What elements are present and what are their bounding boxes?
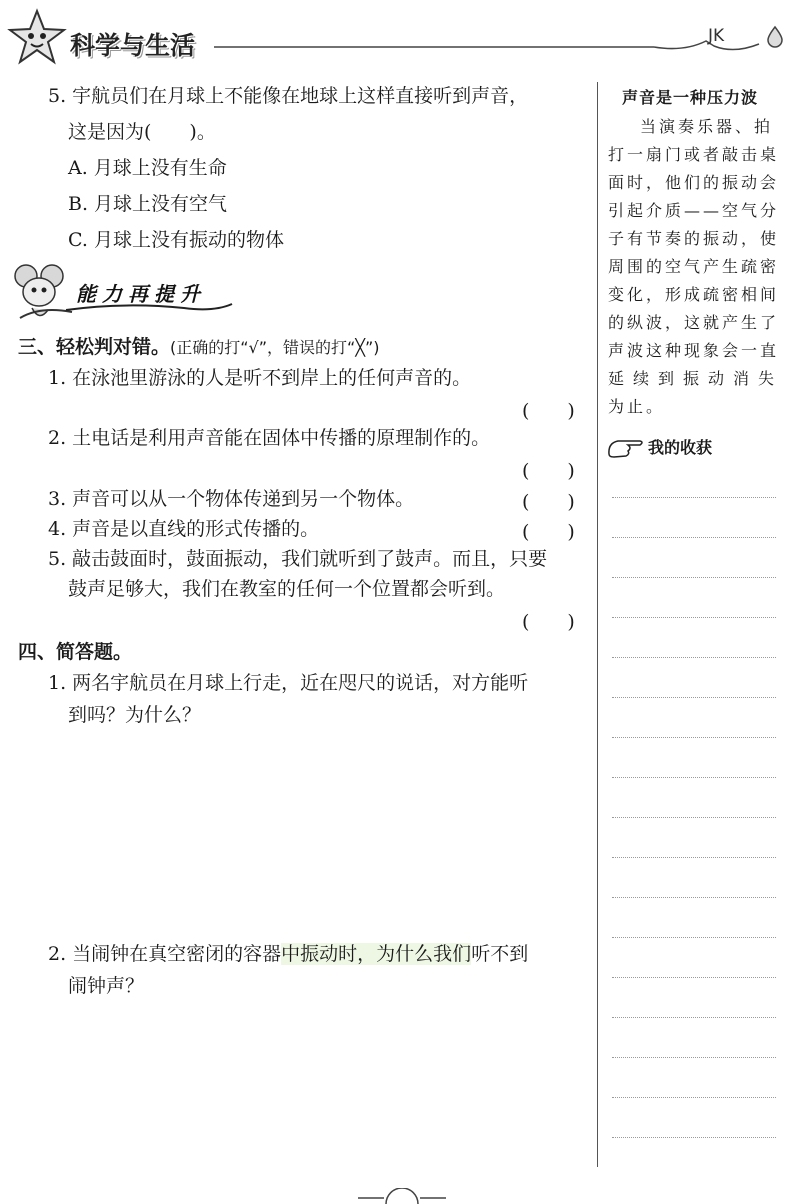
sidebar-text-line3: 面时，他们的振动会 [608, 173, 780, 192]
judge-item-2: 2. 土电话是利用声音能在固体中传播的原理制作的。 [48, 427, 491, 449]
q5-stem-line1: 5. 宇航员们在月球上不能像在地球上这样直接听到声音， [48, 85, 529, 107]
q5-option-c: C. 月球上没有振动的物体 [68, 229, 284, 251]
note-line [612, 897, 776, 898]
drop-icon [762, 24, 788, 50]
sidebar-text-line2: 打一扇门或者敲击桌 [608, 145, 780, 164]
sidebar-text-line6: 周围的空气产生疏密 [608, 257, 780, 276]
note-line [612, 737, 776, 738]
header-title: 科学与生活 [70, 31, 196, 60]
sidebar-text-line11: 为止。 [608, 397, 666, 416]
pointing-hand-icon [606, 434, 646, 460]
sidebar-text-line8: 的纵波，这就产生了 [608, 313, 780, 332]
judge-item-5-line1: 5. 敲击鼓面时，鼓面振动，我们就听到了鼓声。而且，只要 [48, 548, 548, 570]
sidebar-text-line9: 声波这种现象会一直 [608, 341, 780, 360]
q2-text-highlighted: 中振动时，为什么我们 [281, 943, 472, 965]
judge-answer-4[interactable]: ( ) [522, 521, 575, 543]
judge-answer-2[interactable]: ( ) [522, 460, 575, 482]
judge-answer-5[interactable]: ( ) [522, 611, 575, 633]
note-line [612, 537, 776, 538]
short-answer-q2-line1 [48, 942, 528, 966]
note-line [612, 777, 776, 778]
q5-option-a: A. 月球上没有生命 [68, 157, 227, 179]
sidebar-divider [597, 82, 598, 1167]
q5-stem-line2: 这是因为( )。 [68, 121, 216, 143]
note-line [612, 857, 776, 858]
judge-item-1: 1. 在泳池里游泳的人是听不到岸上的任何声音的。 [48, 367, 472, 389]
judge-item-5-line2: 鼓声足够大，我们在教室的任何一个位置都会听到。 [68, 578, 506, 600]
sidebar-text-line5: 子有节奏的振动，使 [608, 229, 780, 248]
judge-item-4: 4. 声音是以直线的形式传播的。 [48, 518, 320, 540]
star-mascot-icon [6, 8, 68, 66]
sidebar-text-line4: 引起介质——空气分 [608, 201, 780, 220]
sidebar-text-line1: 当演奏乐器、拍 [640, 117, 774, 136]
answer-area-q1[interactable] [40, 735, 590, 925]
note-line [612, 937, 776, 938]
judge-answer-3[interactable]: ( ) [522, 491, 575, 513]
section-badge: 能力再提升 [76, 282, 206, 306]
sidebar-text-line10: 延续到振动消失 [608, 369, 784, 388]
answer-area-q2[interactable] [40, 1005, 590, 1155]
note-line [612, 817, 776, 818]
note-line [612, 497, 776, 498]
note-line [612, 1017, 776, 1018]
short-answer-q1-line1: 1. 两名宇航员在月球上行走，近在咫尺的说话，对方能听 [48, 672, 529, 694]
note-line [612, 1097, 776, 1098]
note-line [612, 577, 776, 578]
note-line [612, 697, 776, 698]
note-line [612, 617, 776, 618]
note-line [612, 1137, 776, 1138]
short-answer-q2-line2: 闹钟声？ [68, 975, 145, 997]
note-line [612, 1057, 776, 1058]
sidebar-text-line7: 变化，形成疏密相间 [608, 285, 780, 304]
page-number-ornament [358, 1188, 448, 1204]
q2-text-part3: 听不到 [471, 943, 529, 965]
sidebar-title: 声音是一种压力波 [622, 88, 759, 107]
header-code: JK [708, 26, 725, 46]
judge-answer-1[interactable]: ( ) [522, 400, 575, 422]
short-answer-q1-line2: 到吗？为什么？ [68, 704, 202, 726]
q5-option-b: B. 月球上没有空气 [68, 193, 228, 215]
mouse-mascot-icon [10, 262, 78, 326]
section3-title [18, 335, 380, 360]
section4-title: 四、简答题。 [18, 641, 133, 663]
harvest-label: 我的收获 [648, 438, 713, 457]
section3-heading: 三、轻松判对错。 [18, 336, 171, 358]
note-line [612, 977, 776, 978]
note-line [612, 657, 776, 658]
section3-instruction: (正确的打“√”，错误的打“╳”) [170, 338, 380, 357]
judge-item-3: 3. 声音可以从一个物体传递到另一个物体。 [48, 488, 415, 510]
badge-underline [64, 300, 234, 316]
q2-text-part1: 2. 当闹钟在真空密闭的容器 [48, 943, 282, 965]
